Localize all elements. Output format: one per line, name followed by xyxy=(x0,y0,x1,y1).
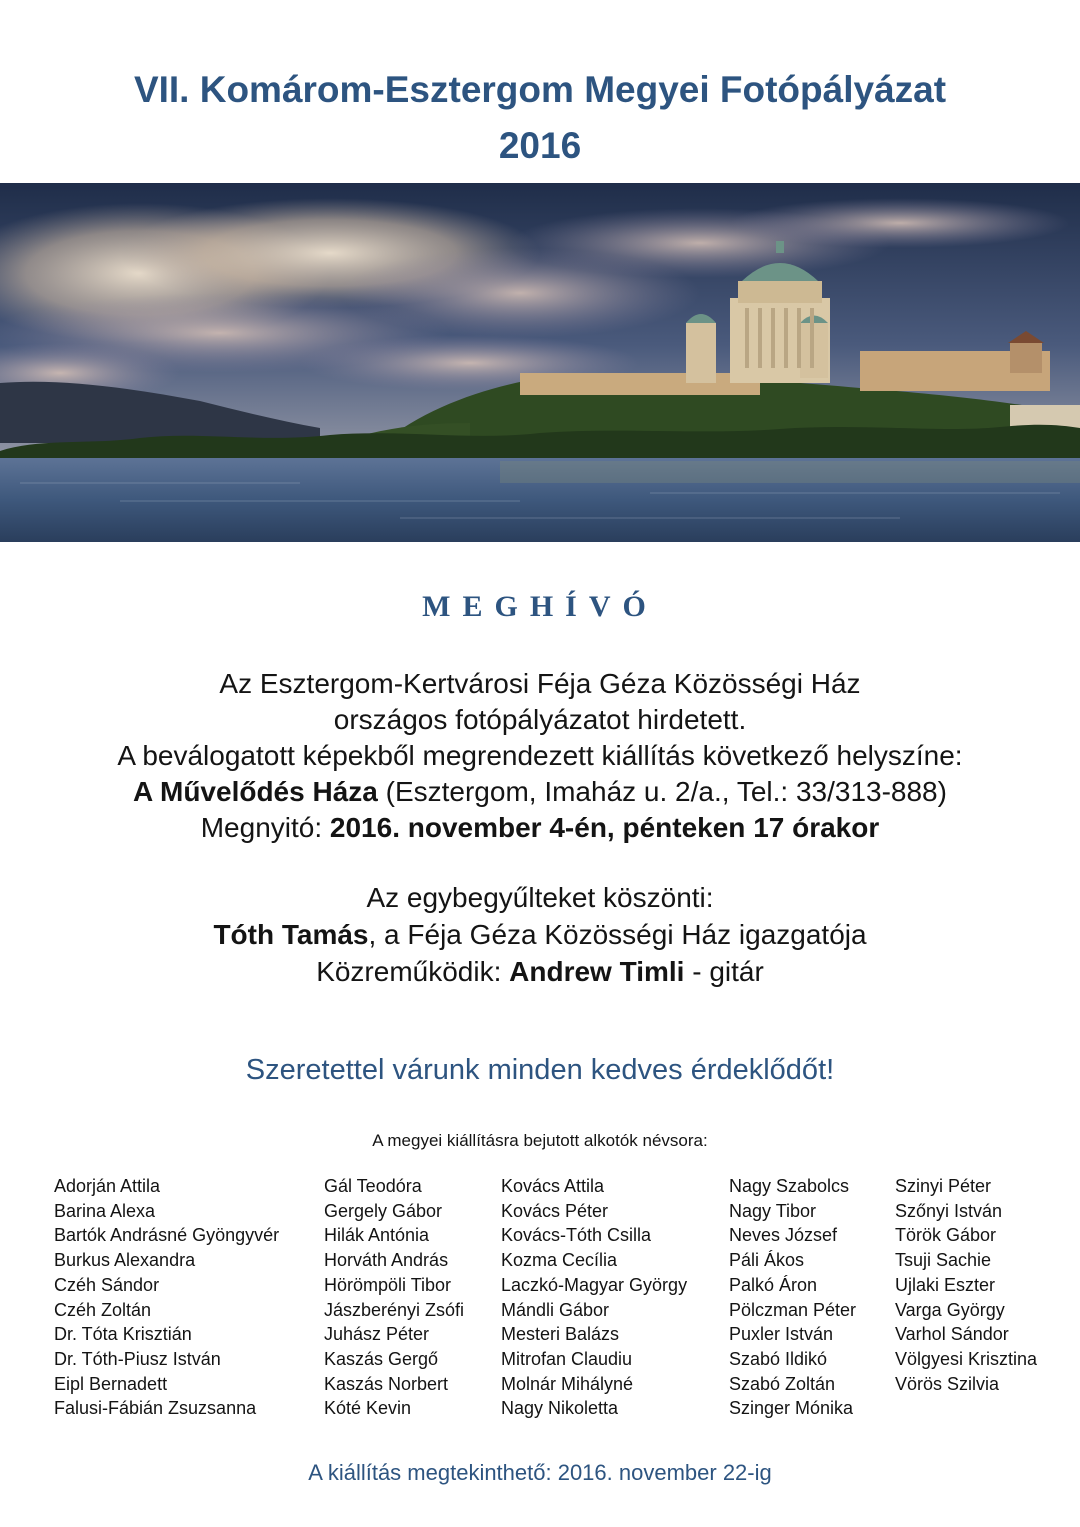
list-item: Palkó Áron xyxy=(729,1274,818,1295)
performer-label: Közreműködik: xyxy=(316,956,510,987)
list-item: Gál Teodóra xyxy=(324,1176,422,1196)
list-item: Ujlaki Eszter xyxy=(895,1274,996,1295)
list-item: Kaszás Norbert xyxy=(324,1373,449,1394)
list-item: Kovács Péter xyxy=(501,1200,609,1221)
list-item: Horváth András xyxy=(324,1250,449,1271)
list-item: Puxler István xyxy=(729,1324,834,1345)
participants-column-1 xyxy=(54,1174,279,1421)
list-item: Nagy Szabolcs xyxy=(729,1176,850,1196)
venue-line xyxy=(0,774,1080,810)
greeter-role: , a Féja Géza Közösségi Ház igazgatója xyxy=(368,919,867,950)
list-item: Szőnyi István xyxy=(895,1200,1003,1221)
list-item: Nagy Tibor xyxy=(729,1200,817,1221)
intro-line-3: A beválogatott képekből megrendezett kiállítás következő helyszíne: xyxy=(117,740,963,771)
list-item: Burkus Alexandra xyxy=(54,1250,196,1271)
list-item: Mitrofan Claudiu xyxy=(501,1348,633,1369)
performer-role: - gitár xyxy=(684,956,764,987)
list-item: Laczkó-Magyar György xyxy=(501,1274,688,1295)
page-title: VII. Komárom-Esztergom Megyei Fotópályázat xyxy=(133,69,947,110)
list-item: Barina Alexa xyxy=(54,1200,156,1221)
list-item: Kozma Cecília xyxy=(501,1250,618,1271)
list-item: Kóté Kevin xyxy=(324,1398,412,1419)
list-item: Jászberényi Zsófi xyxy=(324,1299,465,1320)
list-item: Kovács Attila xyxy=(501,1176,605,1196)
list-item: Nagy Nikoletta xyxy=(501,1398,619,1419)
list-item: Tsuji Sachie xyxy=(895,1250,992,1271)
greeter-name: Tóth Tamás xyxy=(213,919,369,950)
list-item: Gergely Gábor xyxy=(324,1200,443,1221)
list-item: Hilák Antónia xyxy=(324,1225,430,1246)
list-item: Adorján Attila xyxy=(54,1176,161,1196)
opening-date: 2016. november 4-én, pénteken 17 órakor xyxy=(329,812,880,843)
invitation-heading: MEGHÍVÓ xyxy=(422,590,658,623)
performer-name: Andrew Timli xyxy=(509,956,685,987)
list-item: Varhol Sándor xyxy=(895,1324,1009,1345)
opening-label: Megnyitó: xyxy=(200,812,330,843)
list-item: Pölczman Péter xyxy=(729,1299,857,1320)
footer-note: A kiállítás megtekinthető: 2016. november 22-ig xyxy=(308,1460,772,1485)
opening-line xyxy=(0,810,1080,846)
participants-column-5 xyxy=(895,1174,1037,1396)
list-item: Szinger Mónika xyxy=(729,1398,854,1419)
list-item: Völgyesi Krisztina xyxy=(895,1348,1038,1369)
list-item: Mándli Gábor xyxy=(501,1299,610,1320)
list-item: Czéh Sándor xyxy=(54,1274,160,1295)
list-item: Varga György xyxy=(895,1299,1005,1320)
list-item: Bartók Andrásné Gyöngyvér xyxy=(54,1225,280,1246)
participants-title: A megyei kiállításra bejutott alkotók névsora: xyxy=(372,1131,708,1150)
hero-photo xyxy=(0,183,1080,542)
list-item: Hörömpöli Tibor xyxy=(324,1274,452,1295)
page-year: 2016 xyxy=(498,125,582,166)
list-item: Juhász Péter xyxy=(324,1324,430,1345)
list-item: Szinyi Péter xyxy=(895,1176,992,1196)
list-item: Falusi-Fábián Zsuzsanna xyxy=(54,1398,257,1419)
intro-line-1: Az Esztergom-Kertvárosi Féja Géza Közösségi Ház xyxy=(219,668,861,699)
list-item: Dr. Tóth-Piusz István xyxy=(54,1348,221,1369)
participants-column-3 xyxy=(501,1174,687,1421)
greeter-line xyxy=(0,917,1080,953)
list-item: Dr. Tóta Krisztián xyxy=(54,1324,192,1345)
participants-column-4 xyxy=(729,1174,856,1421)
list-item: Mesteri Balázs xyxy=(501,1324,620,1345)
list-item: Kaszás Gergő xyxy=(324,1348,439,1369)
list-item: Neves József xyxy=(729,1225,838,1246)
list-item: Török Gábor xyxy=(895,1225,997,1246)
welcome-message: Szeretettel várunk minden kedves érdeklődőt! xyxy=(245,1054,835,1086)
list-item: Szabó Ildikó xyxy=(729,1348,828,1369)
list-item: Páli Ákos xyxy=(729,1250,805,1271)
performer-line xyxy=(0,954,1080,990)
venue-details: (Esztergom, Imaház u. 2/a., Tel.: 33/313-888) xyxy=(377,776,947,807)
list-item: Szabó Zoltán xyxy=(729,1373,836,1394)
venue-name: A Művelődés Háza xyxy=(133,776,378,807)
greeting-intro: Az egybegyűlteket köszönti: xyxy=(366,882,714,913)
list-item: Czéh Zoltán xyxy=(54,1299,152,1320)
participants-column-2 xyxy=(324,1174,464,1421)
intro-line-2: országos fotópályázatot hirdetett. xyxy=(333,704,747,735)
list-item: Eipl Bernadett xyxy=(54,1373,168,1394)
list-item: Kovács-Tóth Csilla xyxy=(501,1225,652,1246)
list-item: Vörös Szilvia xyxy=(895,1373,1000,1394)
list-item: Molnár Mihályné xyxy=(501,1373,634,1394)
